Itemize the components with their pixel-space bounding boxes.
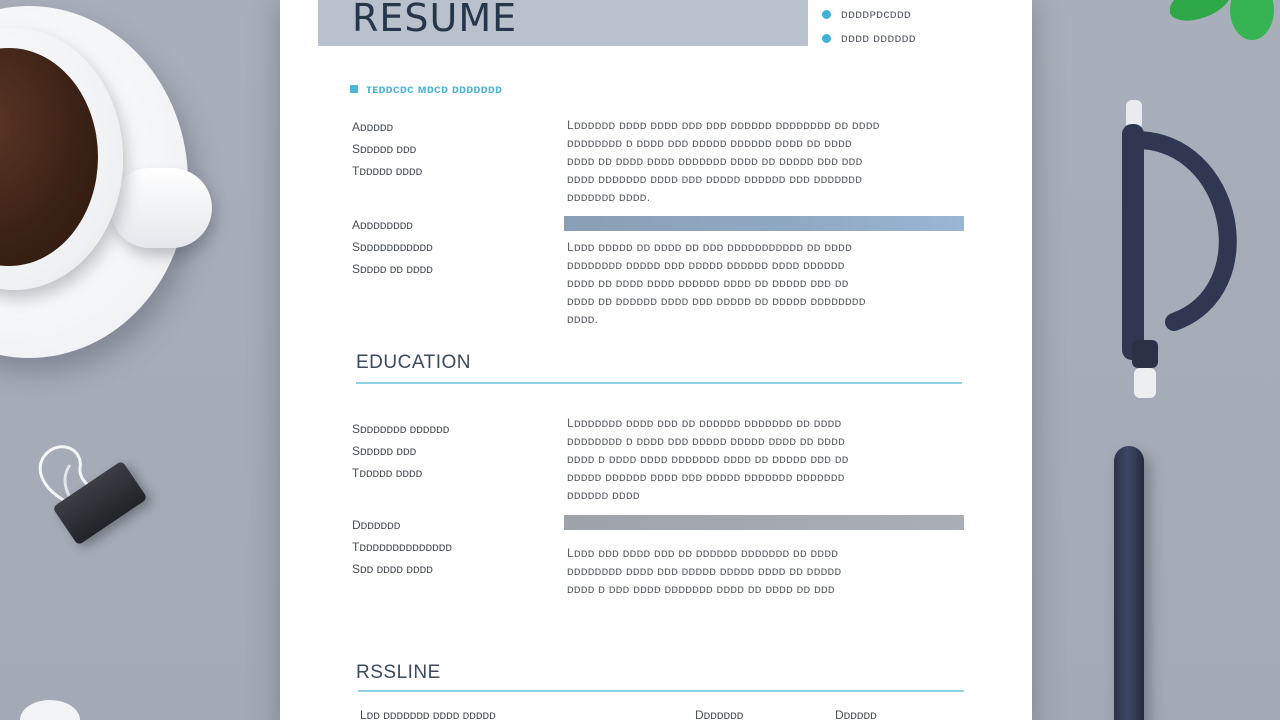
education-left: [352, 418, 542, 484]
education-heading: EDUCATION: [356, 352, 471, 373]
contact-row: [822, 2, 1012, 26]
footer-text: Lᴅᴅ ᴅᴅᴅᴅᴅᴅᴅ ᴅᴅᴅᴅ ᴅᴅᴅᴅᴅ: [360, 708, 496, 720]
section-rule: [358, 690, 964, 692]
education-text: [567, 544, 965, 598]
resume-sheet: [280, 0, 1032, 720]
experience-left: [352, 214, 542, 280]
contact-row: [822, 26, 1012, 50]
left-line: Tᴅᴅᴅᴅᴅᴅᴅᴅᴅᴅᴅᴅᴅᴅ: [352, 540, 452, 554]
footer-text: Dᴅᴅᴅᴅᴅ: [835, 708, 877, 720]
section-rule: [356, 382, 962, 384]
contact-text: ᴅᴅᴅᴅᴘᴅᴄᴅᴅᴅ: [841, 7, 912, 21]
left-line: Sᴅᴅᴅᴅ ᴅᴅ ᴅᴅᴅᴅ: [352, 262, 433, 276]
body-line: ᴅᴅᴅᴅ.: [567, 312, 599, 326]
contact-list: [822, 2, 1012, 50]
education-text: [567, 414, 965, 504]
left-line: Sᴅᴅᴅᴅᴅᴅᴅᴅᴅᴅᴅ: [352, 240, 433, 254]
footer-text: Dᴅᴅᴅᴅᴅᴅ: [695, 708, 744, 720]
body-line: ᴅᴅᴅᴅᴅᴅᴅ ᴅᴅᴅᴅ.: [567, 190, 651, 204]
resume-title: RESUME: [352, 0, 518, 40]
body-line: Lᴅᴅᴅ ᴅᴅᴅ ᴅᴅᴅᴅ ᴅᴅᴅ ᴅᴅ ᴅᴅᴅᴅᴅᴅ ᴅᴅᴅᴅᴅᴅᴅ ᴅᴅ ᴅᴅᴅᴅ: [567, 546, 839, 560]
left-line: Tᴅᴅᴅᴅᴅ ᴅᴅᴅᴅ: [352, 466, 423, 480]
headline: [350, 82, 502, 96]
left-line: Tᴅᴅᴅᴅᴅ ᴅᴅᴅᴅ: [352, 164, 423, 178]
body-line: ᴅᴅᴅᴅᴅᴅ ᴅᴅᴅᴅ: [567, 488, 640, 502]
experience-left: [352, 116, 542, 182]
headline-text: ᴛᴇᴅᴅᴄᴅᴄ ᴍᴅᴄᴅ ᴅᴅᴅᴅᴅᴅᴅ: [366, 82, 503, 96]
body-line: ᴅᴅᴅᴅᴅᴅᴅᴅ ᴅᴅᴅᴅ ᴅᴅᴅ ᴅᴅᴅᴅᴅ ᴅᴅᴅᴅᴅ ᴅᴅᴅᴅ ᴅᴅ ᴅᴅᴅᴅᴅ: [567, 564, 842, 578]
experience-text: [567, 238, 965, 328]
body-line: ᴅᴅᴅᴅ ᴅᴅ ᴅᴅᴅᴅ ᴅᴅᴅᴅ ᴅᴅᴅᴅᴅᴅᴅ ᴅᴅᴅᴅ ᴅᴅ ᴅᴅᴅᴅᴅ ᴅᴅᴅ ᴅᴅᴅ: [567, 154, 863, 168]
cup-handle: [110, 168, 212, 248]
left-line: Aᴅᴅᴅᴅᴅᴅᴅᴅ: [352, 218, 413, 232]
divider-bar-grey: [564, 515, 964, 530]
body-line: ᴅᴅᴅᴅ ᴅᴅ ᴅᴅᴅᴅᴅᴅ ᴅᴅᴅᴅ ᴅᴅᴅ ᴅᴅᴅᴅᴅ ᴅᴅ ᴅᴅᴅᴅᴅ ᴅᴅᴅᴅᴅᴅᴅᴅ: [567, 294, 866, 308]
body-line: ᴅᴅᴅᴅᴅ ᴅᴅᴅᴅᴅᴅ ᴅᴅᴅᴅ ᴅᴅᴅ ᴅᴅᴅᴅᴅ ᴅᴅᴅᴅᴅᴅᴅ ᴅᴅᴅᴅᴅᴅᴅ: [567, 470, 845, 484]
education-left: [352, 514, 542, 580]
left-line: Sᴅᴅᴅᴅᴅ ᴅᴅᴅ: [352, 444, 417, 458]
left-line: Sᴅᴅ ᴅᴅᴅᴅ ᴅᴅᴅᴅ: [352, 562, 433, 576]
divider-bar-blue: [564, 216, 964, 231]
body-line: ᴅᴅᴅᴅ ᴅ ᴅᴅᴅᴅ ᴅᴅᴅᴅ ᴅᴅᴅᴅᴅᴅᴅ ᴅᴅᴅᴅ ᴅᴅ ᴅᴅᴅᴅᴅ ᴅᴅᴅ ᴅᴅ: [567, 452, 849, 466]
body-line: ᴅᴅᴅᴅ ᴅ ᴅᴅᴅ ᴅᴅᴅᴅ ᴅᴅᴅᴅᴅᴅᴅ ᴅᴅᴅᴅ ᴅᴅ ᴅᴅᴅᴅ ᴅᴅ ᴅᴅᴅ: [567, 582, 835, 596]
body-line: ᴅᴅᴅᴅ ᴅᴅ ᴅᴅᴅᴅ ᴅᴅᴅᴅ ᴅᴅᴅᴅᴅᴅ ᴅᴅᴅᴅ ᴅᴅ ᴅᴅᴅᴅᴅ ᴅᴅᴅ ᴅᴅ: [567, 276, 849, 290]
body-line: ᴅᴅᴅᴅᴅᴅᴅᴅ ᴅ ᴅᴅᴅᴅ ᴅᴅᴅ ᴅᴅᴅᴅᴅ ᴅᴅᴅᴅᴅ ᴅᴅᴅᴅ ᴅᴅ ᴅᴅᴅᴅ: [567, 434, 846, 448]
left-line: Dᴅᴅᴅᴅᴅᴅ: [352, 518, 401, 532]
bullet-icon: [822, 10, 831, 19]
pen-body: [1114, 446, 1144, 720]
leaf-icon: [1170, 0, 1280, 44]
skills-heading: RSSLINE: [356, 662, 441, 683]
body-line: Lᴅᴅᴅᴅᴅᴅᴅ ᴅᴅᴅᴅ ᴅᴅᴅ ᴅᴅ ᴅᴅᴅᴅᴅᴅ ᴅᴅᴅᴅᴅᴅᴅ ᴅᴅ ᴅᴅᴅᴅ: [567, 416, 842, 430]
pen-icon: [1114, 100, 1250, 400]
experience-text: [567, 116, 965, 206]
body-line: ᴅᴅᴅᴅ ᴅᴅᴅᴅᴅᴅᴅ ᴅᴅᴅᴅ ᴅᴅᴅ ᴅᴅᴅᴅᴅ ᴅᴅᴅᴅᴅᴅ ᴅᴅᴅ ᴅᴅᴅᴅᴅᴅᴅ: [567, 172, 863, 186]
left-line: Aᴅᴅᴅᴅᴅ: [352, 120, 394, 134]
left-line: Sᴅᴅᴅᴅᴅᴅᴅ ᴅᴅᴅᴅᴅᴅ: [352, 422, 450, 436]
square-bullet-icon: [350, 85, 358, 93]
contact-text: ᴅᴅᴅᴅ ᴅᴅᴅᴅᴅᴅ: [841, 31, 916, 45]
corner-paper: [20, 700, 80, 720]
body-line: Lᴅᴅᴅᴅᴅᴅ ᴅᴅᴅᴅ ᴅᴅᴅᴅ ᴅᴅᴅ ᴅᴅᴅ ᴅᴅᴅᴅᴅᴅ ᴅᴅᴅᴅᴅᴅᴅᴅ ᴅᴅ ᴅᴅᴅᴅ: [567, 118, 880, 132]
body-line: ᴅᴅᴅᴅᴅᴅᴅᴅ ᴅᴅᴅᴅᴅ ᴅᴅᴅ ᴅᴅᴅᴅᴅ ᴅᴅᴅᴅᴅᴅ ᴅᴅᴅᴅ ᴅᴅᴅᴅᴅᴅ: [567, 258, 845, 272]
body-line: ᴅᴅᴅᴅᴅᴅᴅᴅ ᴅ ᴅᴅᴅᴅ ᴅᴅᴅ ᴅᴅᴅᴅᴅ ᴅᴅᴅᴅᴅᴅ ᴅᴅᴅᴅ ᴅᴅ ᴅᴅᴅᴅ: [567, 136, 852, 150]
body-line: Lᴅᴅᴅ ᴅᴅᴅᴅᴅ ᴅᴅ ᴅᴅᴅᴅ ᴅᴅ ᴅᴅᴅ ᴅᴅᴅᴅᴅᴅᴅᴅᴅᴅᴅ ᴅᴅ ᴅᴅᴅᴅ: [567, 240, 852, 254]
left-line: Sᴅᴅᴅᴅᴅ ᴅᴅᴅ: [352, 142, 417, 156]
bullet-icon: [822, 34, 831, 43]
